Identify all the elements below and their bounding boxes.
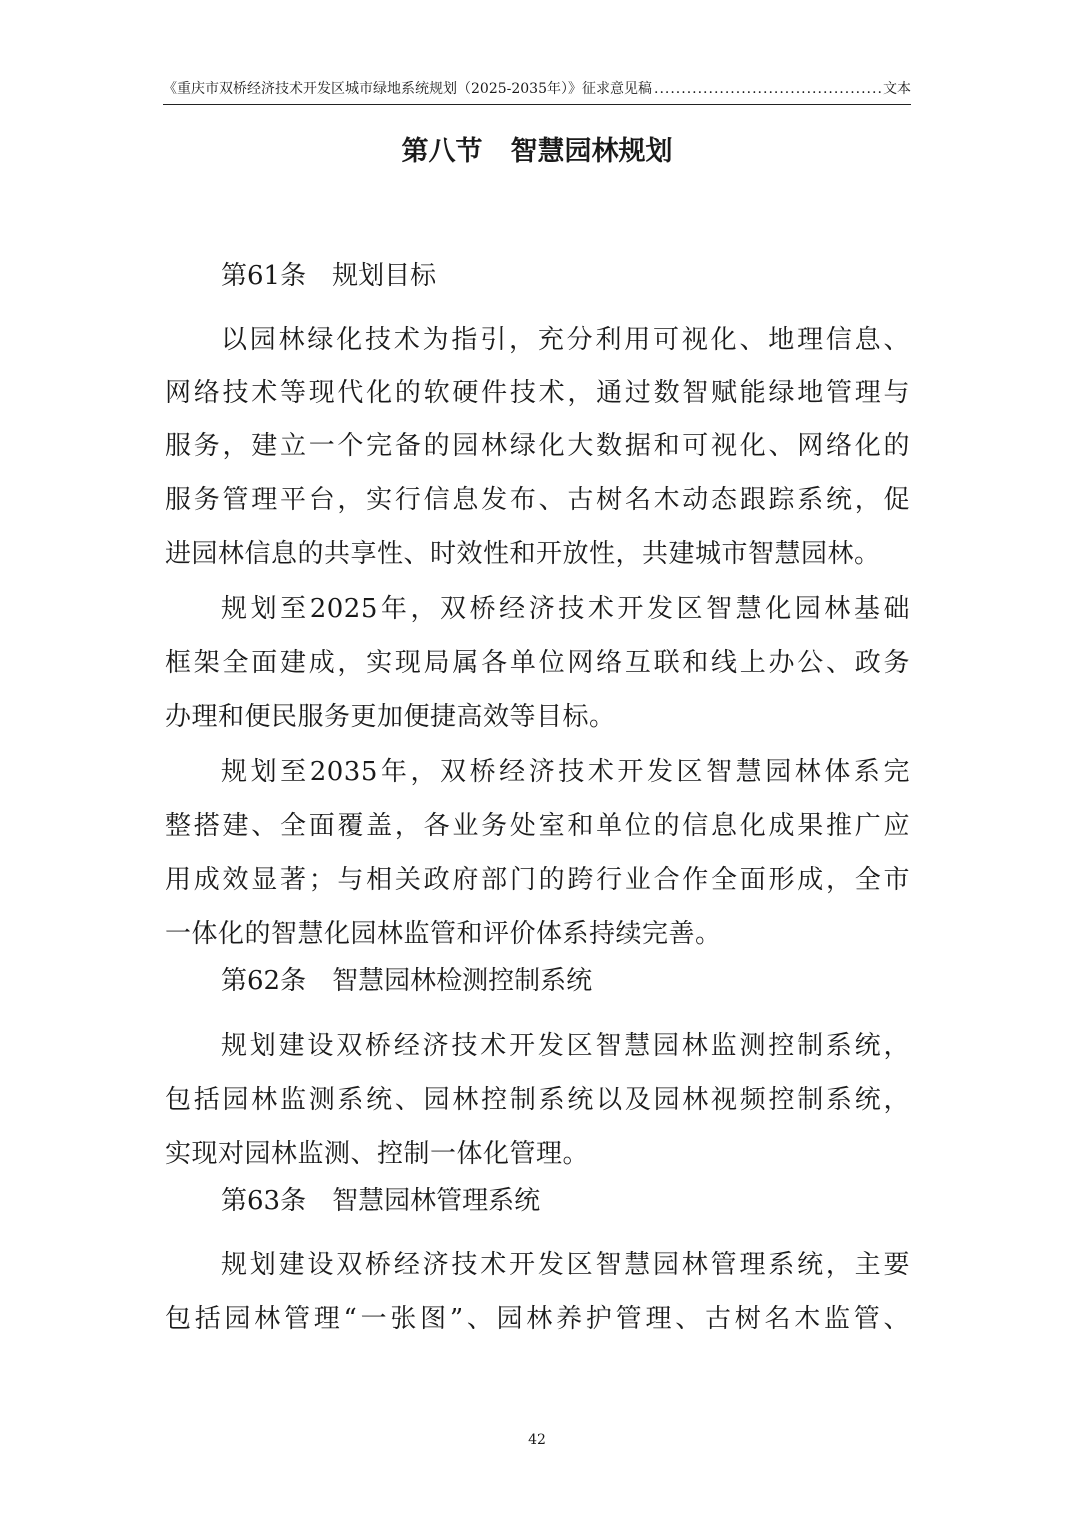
paragraph-line: 网络技术等现代化的软硬件技术，通过数智赋能绿地管理与 <box>165 378 910 408</box>
header-document-title: 《重庆市双桥经济技术开发区城市绿地系统规划（2025-2035年）》征求意见稿 <box>163 81 652 97</box>
article-number: 第61条 <box>221 261 307 291</box>
paragraph-line: 规划至2035年，双桥经济技术开发区智慧园林体系完 <box>221 757 910 787</box>
paragraph-line: 规划建设双桥经济技术开发区智慧园林管理系统，主要 <box>221 1250 910 1280</box>
paragraph-line: 服务管理平台，实行信息发布、古树名木动态跟踪系统，促 <box>165 485 910 515</box>
article-heading <box>221 256 436 296</box>
article-title: 智慧园林检测控制系统 <box>332 966 593 996</box>
paragraph-line: 服务，建立一个完备的园林绿化大数据和可视化、网络化的 <box>165 431 910 461</box>
article-heading <box>221 1181 540 1221</box>
paragraph-line: 实现对园林监测、控制一体化管理。 <box>165 1139 590 1169</box>
paragraph-line: 规划至2025年，双桥经济技术开发区智慧化园林基础 <box>221 594 910 624</box>
article-title: 智慧园林管理系统 <box>332 1186 541 1216</box>
paragraph-line: 用成效显著；与相关政府部门的跨行业合作全面形成，全市 <box>165 865 910 895</box>
article-title: 规划目标 <box>332 261 437 291</box>
paragraph-line: 包括园林管理“一张图”、园林养护管理、古树名木监管、 <box>165 1304 910 1334</box>
paragraph-line: 办理和便民服务更加便捷高效等目标。 <box>165 702 616 732</box>
article-number: 第63条 <box>221 1186 307 1216</box>
section-name: 智慧园林规划 <box>510 136 673 167</box>
paragraph-line: 整搭建、全面覆盖，各业务处室和单位的信息化成果推广应 <box>165 811 910 841</box>
paragraph-line: 一体化的智慧化园林监管和评价体系持续完善。 <box>165 919 722 949</box>
header-document-tag: 文本 <box>883 81 911 97</box>
paragraph-line: 规划建设双桥经济技术开发区智慧园林监测控制系统， <box>221 1031 910 1061</box>
section-number: 第八节 <box>401 136 483 167</box>
paragraph-line: 以园林绿化技术为指引，充分利用可视化、地理信息、 <box>221 325 910 355</box>
article-number: 第62条 <box>221 966 307 996</box>
paragraph-line: 框架全面建成，实现局属各单位网络互联和线上办公、政务 <box>165 648 910 678</box>
article-heading <box>221 961 592 1001</box>
header-rule <box>163 104 911 105</box>
section-title <box>163 130 911 174</box>
page-number: 42 <box>528 1432 546 1448</box>
paragraph-line: 进园林信息的共享性、时效性和开放性，共建城市智慧园林。 <box>165 539 881 569</box>
header-leader-dots <box>654 76 881 102</box>
running-header <box>163 76 911 102</box>
paragraph-line: 包括园林监测系统、园林控制系统以及园林视频控制系统， <box>165 1085 910 1115</box>
